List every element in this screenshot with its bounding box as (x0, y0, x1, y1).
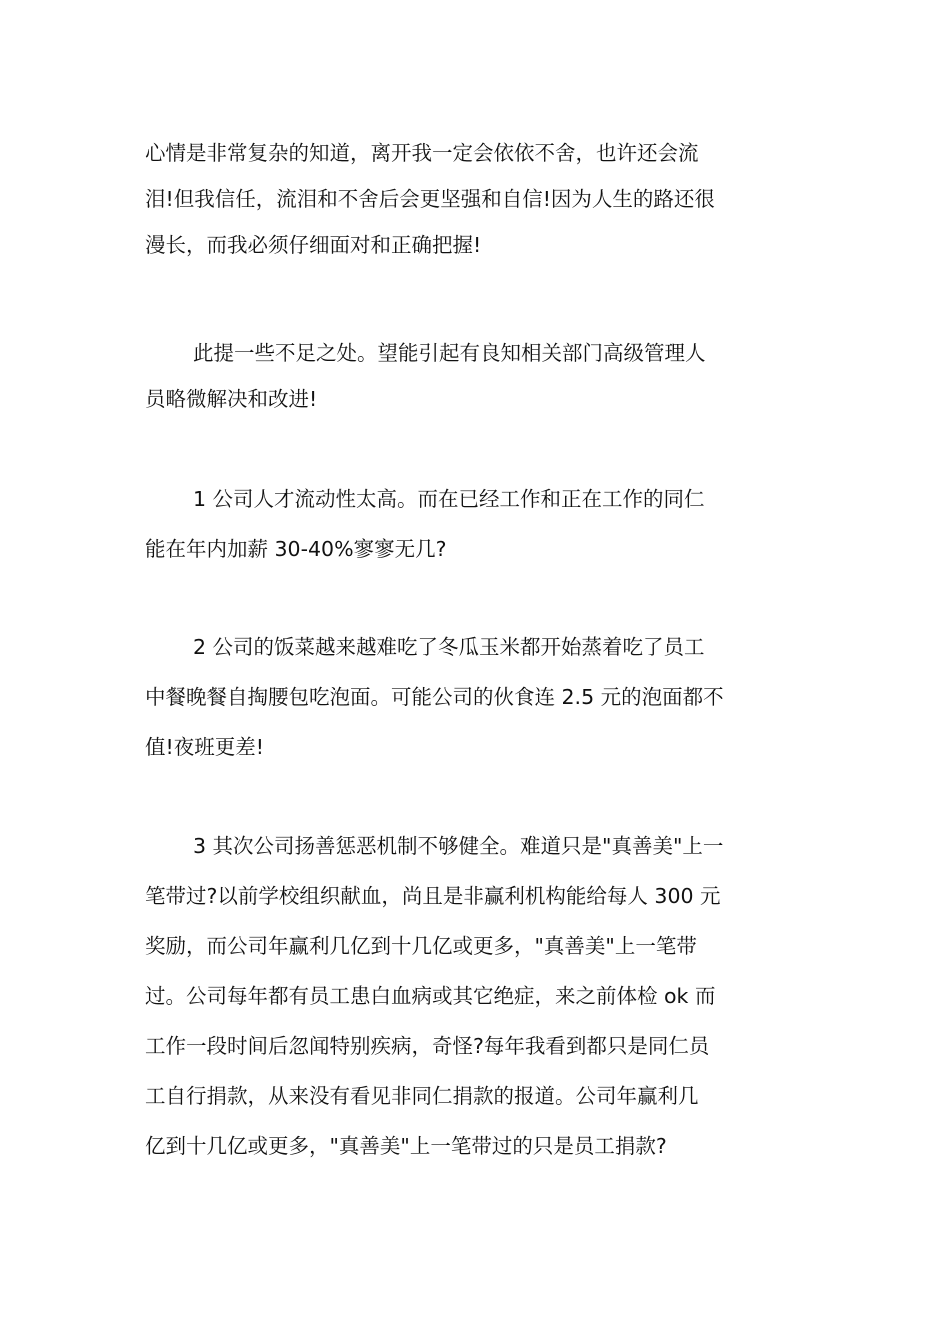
paragraph-line: 心情是非常复杂的知道，离开我一定会依依不舍，也许还会流 (145, 141, 699, 165)
paragraph-line: 漫长，而我必须仔细面对和正确把握! (145, 233, 482, 257)
paragraph-line: 1 公司人才流动性太高。而在已经工作和正在工作的同仁 (193, 487, 705, 511)
paragraph-line: 工作一段时间后忽闻特别疾病，奇怪?每年我看到都只是同仁员 (145, 1034, 710, 1058)
paragraph-line: 亿到十几亿或更多，"真善美"上一笔带过的只是员工捐款? (145, 1134, 667, 1158)
paragraph-line: 2 公司的饭菜越来越难吃了冬瓜玉米都开始蒸着吃了员工 (193, 635, 705, 659)
paragraph-line: 过。公司每年都有员工患白血病或其它绝症，来之前体检 ok 而 (145, 984, 716, 1008)
paragraph-line: 员略微解决和改进! (145, 387, 318, 411)
paragraph-line: 泪!但我信任，流泪和不舍后会更坚强和自信!因为人生的路还很 (145, 187, 715, 211)
paragraph-line: 奖励，而公司年赢利几亿到十几亿或更多，"真善美"上一笔带 (145, 934, 697, 958)
paragraph-line: 值!夜班更差! (145, 735, 264, 759)
paragraph-line: 此提一些不足之处。望能引起有良知相关部门高级管理人 (193, 341, 706, 365)
paragraph-line: 能在年内加薪 30-40%寥寥无几? (145, 537, 447, 561)
paragraph-line: 中餐晚餐自掏腰包吃泡面。可能公司的伙食连 2.5 元的泡面都不 (145, 685, 724, 709)
paragraph-line: 3 其次公司扬善惩恶机制不够健全。难道只是"真善美"上一 (193, 834, 724, 858)
paragraph-line: 笔带过?以前学校组织献血，尚且是非赢利机构能给每人 300 元 (145, 884, 721, 908)
paragraph-line: 工自行捐款，从来没有看见非同仁捐款的报道。公司年赢利几 (145, 1084, 699, 1108)
